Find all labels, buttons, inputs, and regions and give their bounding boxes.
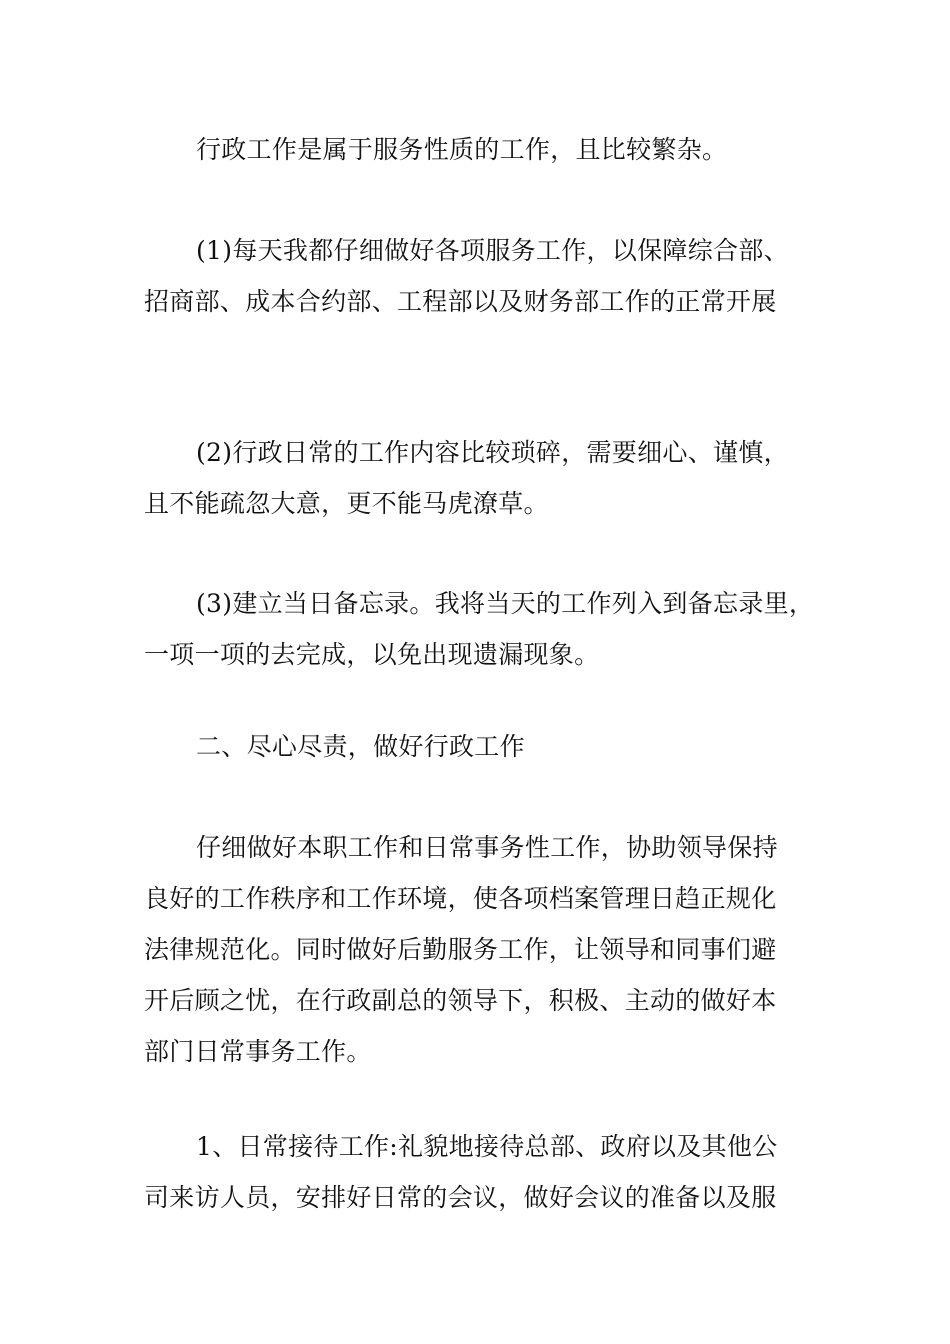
paragraph-item-1 [144,225,824,327]
text-line: (1)每天我都仔细做好各项服务工作，以保障综合部、 [196,236,789,265]
paragraph-admin-intro [144,124,824,175]
text-line: 司来访人员，安排好日常的会议，做好会议的准备以及服 [144,1183,777,1212]
paragraph-reception [144,1121,824,1223]
text-line: 开后顾之忧，在行政副总的领导下，积极、主动的做好本 [144,986,777,1015]
text-line: (3)建立当日备忘录。我将当天的工作列入到备忘录里， [196,589,815,618]
text-line: 一项一项的去完成，以免出现遗漏现象。 [144,640,600,669]
text-line: (2)行政日常的工作内容比较琐碎，需要细心、谨慎， [196,438,789,467]
text-line: 1、日常接待工作:礼貌地接待总部、政府以及其他公 [196,1132,778,1161]
paragraph-duties [144,822,824,1077]
text-line: 招商部、成本合约部、工程部以及财务部工作的正常开展 [144,287,777,316]
text-line: 良好的工作秩序和工作环境，使各项档案管理日趋正规化 [144,884,777,913]
text-line: 且不能疏忽大意，更不能马虎潦草。 [144,489,549,518]
text-line: 部门日常事务工作。 [144,1037,372,1066]
section-heading-2 [144,721,824,772]
paragraph-item-2 [144,427,824,529]
text-line: 行政工作是属于服务性质的工作，且比较繁杂。 [196,135,728,164]
text-line: 二、尽心尽责，做好行政工作 [196,732,525,761]
text-line: 仔细做好本职工作和日常事务性工作，协助领导保持 [196,833,778,862]
paragraph-item-3 [144,578,824,680]
text-line: 法律规范化。同时做好后勤服务工作，让领导和同事们避 [144,935,777,964]
